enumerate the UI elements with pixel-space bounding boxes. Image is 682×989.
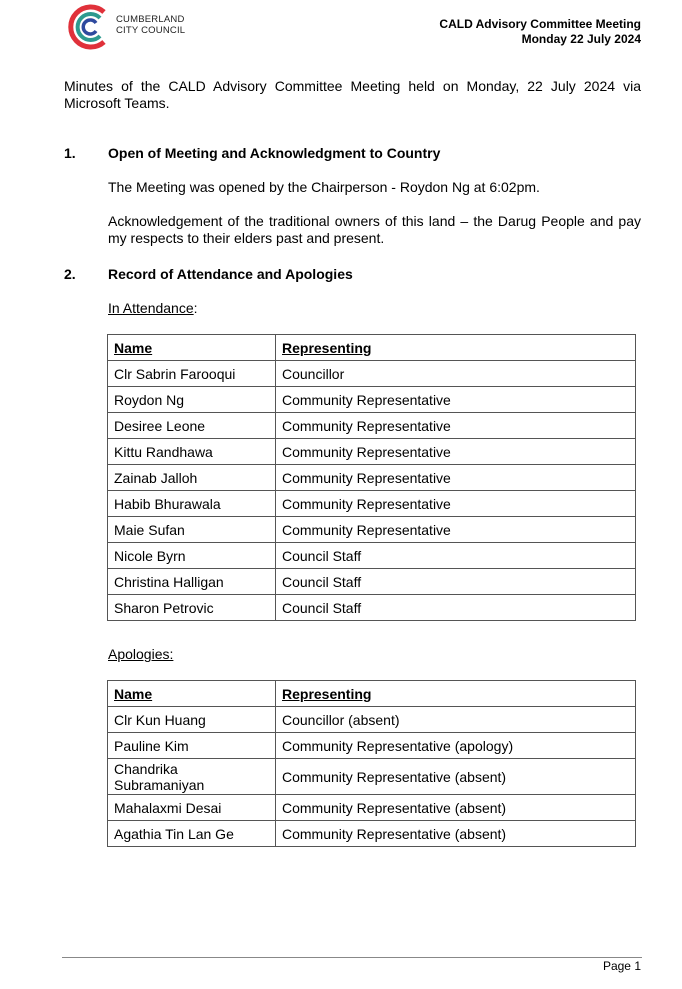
attendee-representing: Community Representative: [276, 439, 636, 465]
table-row: [108, 517, 636, 543]
apology-name: Pauline Kim: [108, 733, 276, 759]
attendee-name: Kittu Randhawa: [108, 439, 276, 465]
attendee-name: Maie Sufan: [108, 517, 276, 543]
apology-name: Chandrika Subramaniyan: [108, 759, 276, 795]
table-row: [108, 361, 636, 387]
document-header: [439, 17, 641, 47]
apologies-table: [107, 680, 636, 847]
page-number: Page 1: [602, 959, 641, 973]
attendee-name: Clr Sabrin Farooqui: [108, 361, 276, 387]
apology-representing: Community Representative (absent): [276, 821, 636, 847]
apology-representing: Community Representative (absent): [276, 795, 636, 821]
column-header-name: Name: [108, 335, 276, 361]
section-2-title: Record of Attendance and Apologies: [108, 266, 353, 282]
header-title: CALD Advisory Committee Meeting: [439, 17, 641, 31]
table-row: [108, 569, 636, 595]
attendance-label: In Attendance:: [108, 300, 198, 316]
attendee-representing: Community Representative: [276, 465, 636, 491]
table-row: [108, 439, 636, 465]
apology-representing: Councillor (absent): [276, 707, 636, 733]
attendee-representing: Community Representative: [276, 387, 636, 413]
column-header-name: Name: [108, 681, 276, 707]
attendee-name: Zainab Jalloh: [108, 465, 276, 491]
table-row: [108, 465, 636, 491]
attendee-representing: Community Representative: [276, 517, 636, 543]
apology-representing: Community Representative (absent): [276, 759, 636, 795]
council-name-line1: CUMBERLAND: [116, 14, 185, 25]
table-row: [108, 707, 636, 733]
section-2-number: 2.: [64, 266, 76, 282]
attendance-table: [107, 334, 636, 621]
table-row: [108, 821, 636, 847]
table-row: [108, 543, 636, 569]
table-row: [108, 491, 636, 517]
column-header-representing: Representing: [276, 335, 636, 361]
attendee-name: Nicole Byrn: [108, 543, 276, 569]
column-header-representing: Representing: [276, 681, 636, 707]
attendee-representing: Councillor: [276, 361, 636, 387]
attendee-name: Roydon Ng: [108, 387, 276, 413]
section-1-paragraph-2: Acknowledgement of the traditional owners of this land – the Darug People and pay my respects to their elders past and present.: [108, 213, 641, 246]
table-row: [108, 795, 636, 821]
attendee-representing: Council Staff: [276, 569, 636, 595]
section-1-paragraph-1: The Meeting was opened by the Chairperson - Roydon Ng at 6:02pm.: [108, 179, 540, 195]
attendee-name: Christina Halligan: [108, 569, 276, 595]
section-1-number: 1.: [64, 145, 76, 161]
table-header-row: [108, 335, 636, 361]
attendee-representing: Community Representative: [276, 491, 636, 517]
attendee-name: Habib Bhurawala: [108, 491, 276, 517]
intro-paragraph: Minutes of the CALD Advisory Committee Meeting held on Monday, 22 July 2024 via Microsoft Teams.: [64, 78, 641, 111]
table-header-row: [108, 681, 636, 707]
attendee-representing: Council Staff: [276, 543, 636, 569]
section-1-title: Open of Meeting and Acknowledgment to Country: [108, 145, 441, 161]
council-name: [116, 14, 185, 36]
apology-name: Clr Kun Huang: [108, 707, 276, 733]
header-date: Monday 22 July 2024: [521, 32, 641, 46]
table-row: [108, 733, 636, 759]
apology-representing: Community Representative (apology): [276, 733, 636, 759]
attendee-name: Sharon Petrovic: [108, 595, 276, 621]
apology-name: Mahalaxmi Desai: [108, 795, 276, 821]
table-row: [108, 759, 636, 795]
footer-divider: [62, 957, 642, 958]
cumberland-city-council-logo: [64, 2, 114, 52]
council-name-line2: CITY COUNCIL: [116, 25, 186, 36]
attendee-name: Desiree Leone: [108, 413, 276, 439]
table-row: [108, 387, 636, 413]
table-row: [108, 413, 636, 439]
table-row: [108, 595, 636, 621]
attendee-representing: Council Staff: [276, 595, 636, 621]
apologies-label: Apologies:: [108, 646, 174, 662]
apology-name: Agathia Tin Lan Ge: [108, 821, 276, 847]
attendee-representing: Community Representative: [276, 413, 636, 439]
